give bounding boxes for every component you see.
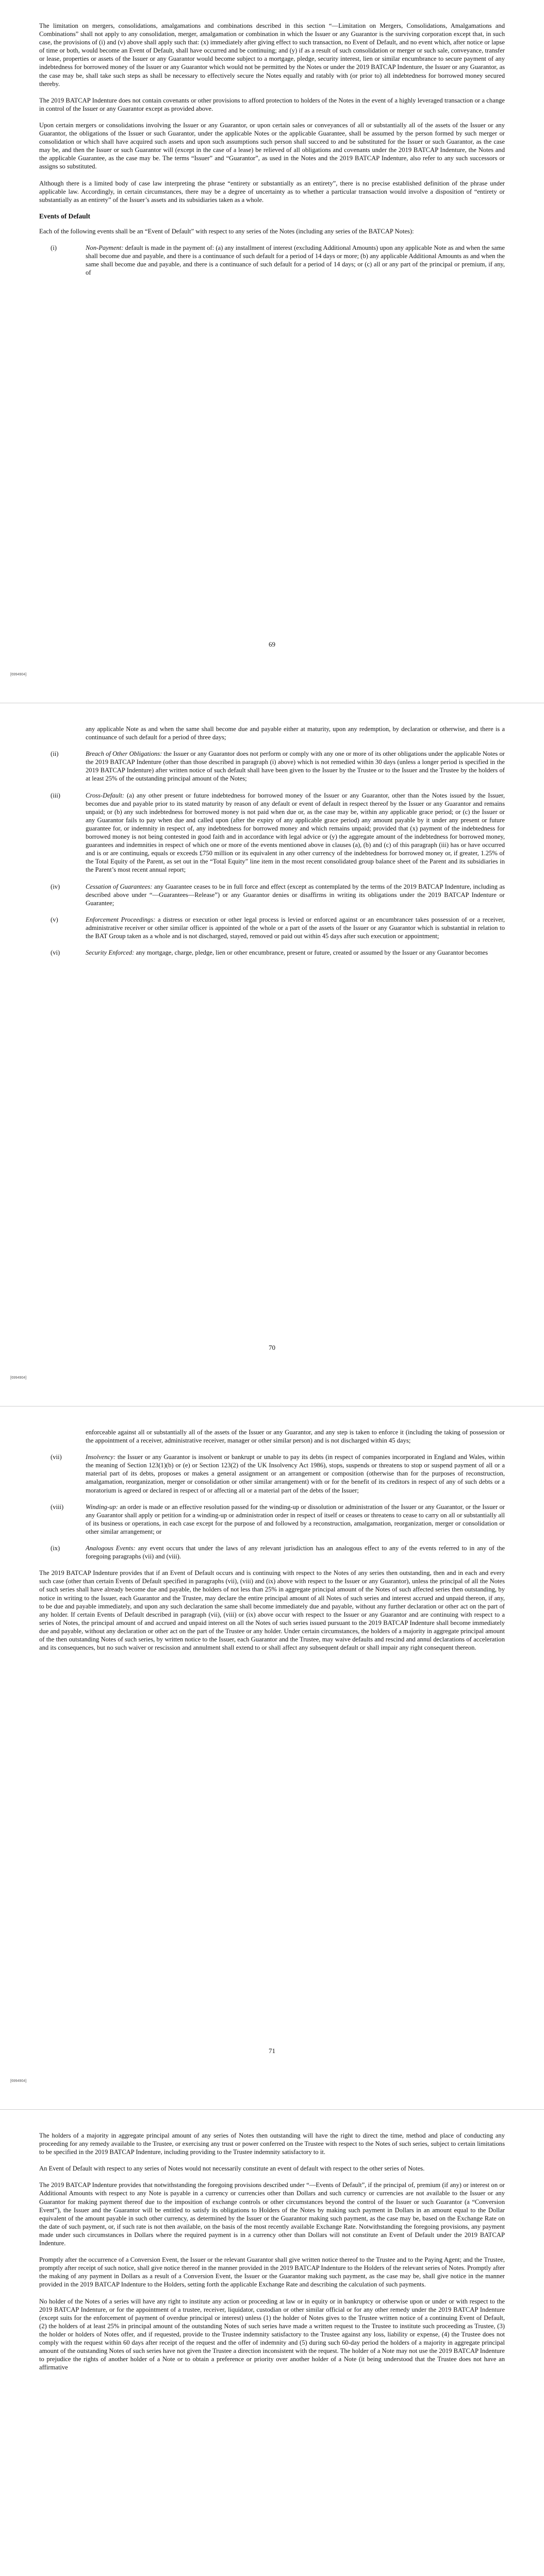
document-page — [0, 703, 544, 1406]
list-item-body — [86, 750, 505, 783]
list-item-heading: Security Enforced: — [86, 949, 135, 957]
footer-document-code: [6994904] — [10, 673, 27, 676]
list-item — [39, 1503, 505, 1536]
paragraph: Although there is a limited body of case law interpreting the phrase “entirety or substantially as an entirety”, there is no precise established definition of the phrase under applicable law. Accordingly, in certain circumstances, there may be a degree of uncertainty as to whether a particular transaction would involve a disposition of “entirety or substantially as an entirety” of the Issuer’s assets and its subsidiaries taken as a whole. — [39, 179, 505, 204]
list-item-heading: Enforcement Proceedings: — [86, 916, 156, 923]
page-number: 70 — [269, 1344, 275, 1351]
list-item — [39, 883, 505, 907]
list-item-heading: Analogous Events: — [86, 1545, 136, 1552]
list-item — [39, 1544, 505, 1561]
list-item-text: an order is made or an effective resolution passed for the winding-up or dissolution or administration of the Issuer or any Guarantor, or the Issuer or any Guarantor shall apply or petition for a winding-up or administration order in respect of itself or ceases or threatens to cease to carry on all or substantially all of its business or operations, in each case except for the purpose of and followed by a reconstruction, amalgamation, reorganization, merger or consolidation or other similar arrangement; or — [86, 1503, 505, 1535]
list-item — [39, 244, 505, 277]
list-item-text: the Issuer or any Guarantor is insolvent or bankrupt or unable to pay its debts (in respect of companies incorporated in England and Wales, within the meaning of Section 123(1)(b) or (e) or Section 123(2) of the UK Insolvency Act 1986), stops, suspends or threatens to stop or suspend payment of all or a material part of its debts, proposes or makes a general assignment or an arrangement or composition (otherwise than for the purposes of reconstruction, amalgamation, reorganization, merger or consolidation or other similar arrangement) with or for the benefit of its creditors in respect of any of such debts or a moratorium is agreed or declared in respect of or affecting all or a material part of the debts of the Issuer; — [86, 1453, 505, 1494]
list-item — [39, 750, 505, 783]
list-item-number: (ix) — [51, 1545, 60, 1552]
paragraph: Upon certain mergers or consolidations involving the Issuer or any Guarantor, or upon certain sales or conveyances of all or substantially all of the assets of the Issuer or any Guarantor, the obligations of the Issuer or such Guarantor, under the applicable Notes or the applicable Guarantee, shall be assumed by the person formed by such merger or consolidation or which shall have acquired such assets and upon such assumptions such person shall succeed to and be substituted for the Issuer or such Guarantor, as the case may be, and then the Issuer or such Guarantor will (except in the case of a lease) be relieved of all obligations and covenants under the 2019 BATCAP Indenture, the Notes and the applicable Guarantee, as the case may be. The terms “Issuer” and “Guarantor”, as used in the Notes and the 2019 BATCAP Indenture, also refer to any such successors or assigns so substituted. — [39, 121, 505, 171]
paragraph: An Event of Default with respect to any series of Notes would not necessarily constitute an event of default with respect to the other series of Notes. — [39, 2165, 425, 2173]
page-content — [39, 725, 505, 965]
list-item-text: any event occurs that under the laws of any relevant jurisdiction has an analogous effect to any of the events referred to in any of the foregoing paragraphs (vii) and (viii). — [86, 1545, 505, 1561]
list-item-body — [86, 244, 505, 277]
page-content — [39, 1428, 505, 1660]
list-item-number: (ii) — [51, 750, 59, 758]
document-page — [0, 2110, 544, 2576]
section-heading: Events of Default — [39, 212, 90, 220]
document-page — [0, 1406, 544, 2110]
list-item-number: (vii) — [51, 1453, 62, 1461]
paragraph: The 2019 BATCAP Indenture provides that notwithstanding the foregoing provisions described under “—Events of Default”, if the principal of, premium (if any) or interest on or Additional Amounts with respect to any Note is payable in a currency or currencies other than Dollars and such currency or currencies are not available to the Issuer or any Guarantor for making payment thereof due to the imposition of exchange controls or other circumstances beyond the control of the Issuer or such Guarantor (a “Conversion Event”), the Issuer and the Guarantor will be entitled to satisfy its obligations to Holders of the Notes by making such payment in Dollars in an amount equal to the Dollar equivalent of the amount payable in such other currency, as determined by the Issuer or the Guarantor making such payment, as the case may be, based on the Exchange Rate on the date of such payment, or, if such rate is not then available, on the basis of the most recently available Exchange Rate. Notwithstanding the foregoing provisions, any payment made under such circumstances in Dollars where the required payment is in a currency other than Dollars will not constitute an Event of Default under the 2019 BATCAP Indenture. — [39, 2181, 505, 2247]
list-item-body — [86, 883, 505, 907]
list-item-continuation: enforceable against all or substantially all of the assets of the Issuer or any Guarantor, and any step is taken to enforce it (including the taking of possession or the appointment of a receiver, administrative receiver, manager or other similar person) and is not discharged within 45 days; — [86, 1429, 505, 1445]
list-item-heading: Non-Payment: — [86, 244, 124, 251]
list-item — [39, 791, 505, 874]
list-item-body — [86, 791, 505, 874]
list-item — [39, 1453, 505, 1494]
list-item-body — [86, 948, 505, 957]
list-item-number: (v) — [51, 916, 58, 923]
list-item-text: any mortgage, charge, pledge, lien or other encumbrance, present or future, created or assumed by the Issuer or any Guarantor becomes — [134, 949, 488, 957]
list-item-text: a distress or execution or other legal process is levied or enforced against or an encumbrancer takes possession of or a receiver, administrative receiver or other similar officer is appointed of the whole or a part of the assets of the Issuer or any Guarantor which is substantial in relation to the BAT Group taken as a whole and is not discharged, stayed, removed or paid out within 45 days after such execution or appointment; — [86, 916, 505, 940]
list-item-body — [86, 1544, 505, 1561]
page-number: 71 — [269, 2047, 275, 2055]
document-page — [0, 0, 544, 703]
paragraph: The holders of a majority in aggregate principal amount of any series of Notes then outstanding will have the right to direct the time, method and place of conducting any proceeding for any remedy available to the Trustee, or exercising any trust or power conferred on the Trustee with respect to the Notes of such series, subject to certain limitations to be specified in the 2019 BATCAP Indenture, including providing to the Trustee indemnity satisfactory to it. — [39, 2132, 505, 2156]
list-item-number: (viii) — [51, 1503, 64, 1511]
paragraph: The 2019 BATCAP Indenture does not contain covenants or other provisions to afford protection to holders of the Notes in the event of a highly leveraged transaction or a change in control of the Issuer or any Guarantor except as provided above. — [39, 96, 505, 112]
list-item-number: (iv) — [51, 883, 60, 890]
list-item-text: (a) any other present or future indebtedness for borrowed money of the Issuer or any Guarantor, other than the Notes issued by the Issuer, becomes due and payable prior to its stated maturity by reason of any default or event of default in respect thereof by the Issuer or any Guarantor and remains unpaid; or (b) any such indebtedness for borrowed money is not paid when due or, as the case may be, within any applicable grace period; or (c) the Issuer or any Guarantor fails to pay when due and called upon (after the expiry of any applicable grace period) any amount payable by it under any present or future guarantee for, or indemnity in respect of, any indebtedness for borrowed money and which remains unpaid; provided that (x) payment of the indebtedness for borrowed money is not being contested in good faith and in accordance with legal advice or (y) the aggregate amount of the indebtedness for borrowed money, guarantees and indemnities in respect of which one or more of the events mentioned above in clauses (a), (b) and (c) of this paragraph (iii) has or have occurred and is or are continuing, equals or exceeds £750 million or its equivalent in any other currency of the indebtedness for borrowed money or, if greater, 1.25% of the Total Equity of the Parent, as set out in the “Total Equity” line item in the most recent consolidated group balance sheet of the Parent and its subsidiaries in the Parent’s most recent annual report; — [86, 791, 505, 874]
footer-document-code: [6994904] — [10, 2079, 27, 2083]
paragraph: The 2019 BATCAP Indenture provides that if an Event of Default occurs and is continuing with respect to the Notes of any series then outstanding, then and in each and every such case (other than certain Events of Default specified in paragraphs (vii), (viii) and (ix) above with respect to the Issuer or any Guarantor), unless the principal of all the Notes of such series shall have already become due and payable, the holders of not less than 25% in aggregate principal amount of the Notes of such affected series then outstanding, by notice in writing to the Issuer, each Guarantor and the Trustee, may declare the entire principal amount of all Notes of such series and interest accrued and unpaid thereon, if any, to be due and payable immediately, and upon any such declaration the same shall become immediately due and payable, without any further declaration or other act on the part of any holder. If certain Events of Default described in paragraph (vii), (viii) or (ix) above occur with respect to the Issuer or any Guarantor and are continuing with respect to a series of Notes, the principal amount of and accrued and unpaid interest on all the Notes of such series issued pursuant to the 2019 BATCAP Indenture shall become immediately due and payable, without any declaration or other act on the part of the Trustee or any holder. Under certain circumstances, the holders of a majority in aggregate principal amount of the then outstanding Notes of such series, by written notice to the Issuer, each Guarantor and the Trustee, may waive defaults and rescind and annul declarations of acceleration and its consequences, but no such waiver or rescission and annulment shall extend to or shall affect any subsequent default or shall impair any right consequent thereon. — [39, 1569, 505, 1652]
paragraph: Each of the following events shall be an “Event of Default” with respect to any series of the Notes (including any series of the BATCAP Notes): — [39, 227, 414, 235]
list-item-number: (vi) — [51, 949, 60, 957]
list-item-number: (i) — [51, 244, 57, 251]
list-item-text: any Guarantee ceases to be in full force and effect (except as contemplated by the terms of the 2019 BATCAP Indenture, including as described above under “—Guarantees—Release”) or any Guarantor denies or disaffirms in writing its obligations under the 2019 BATCAP Indenture or Guarantee; — [86, 883, 505, 907]
list-item — [39, 916, 505, 940]
paragraph: Promptly after the occurrence of a Conversion Event, the Issuer or the relevant Guarantor shall give written notice thereof to the Trustee and to the Paying Agent; and the Trustee, promptly after receipt of such notice, shall give notice thereof in the manner provided in the 2019 BATCAP Indenture to the Holders of the relevant series of Notes. Promptly after the making of any payment in Dollars as a result of a Conversion Event, the Issuer or the Guarantor making such payment, as the case may be, shall give notice in the manner provided in the 2019 BATCAP Indenture to the Holders, setting forth the applicable Exchange Rate and describing the calculation of such payments. — [39, 2256, 505, 2289]
list-item-body — [86, 1453, 505, 1494]
page-content — [39, 2131, 505, 2380]
list-item-heading: Insolvency: — [86, 1453, 116, 1461]
list-item-heading: Cessation of Guarantees: — [86, 883, 153, 890]
footer-document-code: [6994904] — [10, 1376, 27, 1380]
page-number: 69 — [269, 640, 275, 648]
list-item-body — [86, 1503, 505, 1536]
list-item-text: the Issuer or any Guarantor does not perform or comply with any one or more of its other obligations under the applicable Notes or the 2019 BATCAP Indenture (other than those described in paragraph (i) above) which is not remedied within 30 days (unless a longer period is specified in the 2019 BATCAP Indenture) after written notice of such default shall have been given to the Issuer by the Trustee or to the Issuer and the Trustee by the holders of at least 25% of the outstanding principal amount of the Notes; — [86, 750, 505, 783]
paragraph: No holder of the Notes of a series will have any right to institute any action or proceeding at law or in equity or in bankruptcy or otherwise upon or under or with respect to the 2019 BATCAP Indenture, or for the appointment of a trustee, receiver, liquidator, custodian or other similar official or for any other remedy under the 2019 BATCAP Indenture (except suits for the enforcement of payment of overdue principal or interest) unless (1) the holder of Notes gives to the Trustee written notice of a continuing Event of Default, (2) the holders of at least 25% in principal amount of the outstanding Notes of such series have made a written request to the Trustee to institute such proceeding as Trustee, (3) the holder or holders of Notes offer, and if requested, provide to the Trustee indemnity satisfactory to the Trustee against any loss, liability or expense, (4) the Trustee does not comply with the request within 60 days after receipt of the request and the offer of indemnity and (5) during such 60-day period the holders of a majority in aggregate principal amount of the outstanding Notes of such series have not given the Trustee a direction inconsistent with the request. The holder of a Note may not use the 2019 BATCAP Indenture to prejudice the rights of another holder of a Note or to obtain a preference or priority over another holder of a Note (it being understood that the Trustee does not have an affirmative — [39, 2297, 505, 2371]
list-item-heading: Breach of Other Obligations: — [86, 750, 162, 758]
list-item-continuation: any applicable Note as and when the same shall become due and payable either at maturity, upon any redemption, by declaration or otherwise, and there is a continuance of such default for a period of three days; — [86, 725, 505, 741]
list-item-text: default is made in the payment of: (a) any installment of interest (excluding Additional Amounts) upon any applicable Note as and when the same shall become due and payable, and there is a continuance of such default for a period of 14 days or more; (b) any applicable Additional Amounts as and when the same shall become due and payable, and there is a continuance of such default for a period of 14 days; or (c) all or any part of the principal or premium, if any, of — [86, 244, 505, 277]
list-item-heading: Winding-up: — [86, 1503, 118, 1511]
paragraph: The limitation on mergers, consolidations, amalgamations and combinations described in this section “—Limitation on Mergers, Consolidations, Amalgamations and Combinations” shall not apply to any consolidation, merger, amalgamation or combination in which the Issuer or any Guarantor is the surviving corporation except that, in such case, the provisions of (i) and (v) above shall apply such that: (x) immediately after giving effect to such transaction, no Event of Default, and no event which, after notice or lapse of time or both, would become an Event of Default, shall have occurred and be continuing; and (y) if as a result of such consolidation or merger or such sale, conveyance, transfer or lease, properties or assets of the Issuer or any Guarantor would become subject to a mortgage, pledge, security interest, lien or similar encumbrance to secure payment of any indebtedness for borrowed money of the Issuer or any Guarantor which would not be permitted by the Notes or under the 2019 BATCAP Indenture, the Issuer or any Guarantor, as the case may be, shall take such steps as shall be necessary to effectively secure the Notes equally and ratably with (or prior to) all indebtedness for borrowed money secured thereby. — [39, 22, 505, 88]
list-item-heading: Cross-Default: — [86, 791, 125, 799]
list-item — [39, 948, 505, 957]
list-item-body — [86, 916, 505, 940]
list-item-number: (iii) — [51, 791, 60, 799]
page-content — [39, 22, 505, 285]
